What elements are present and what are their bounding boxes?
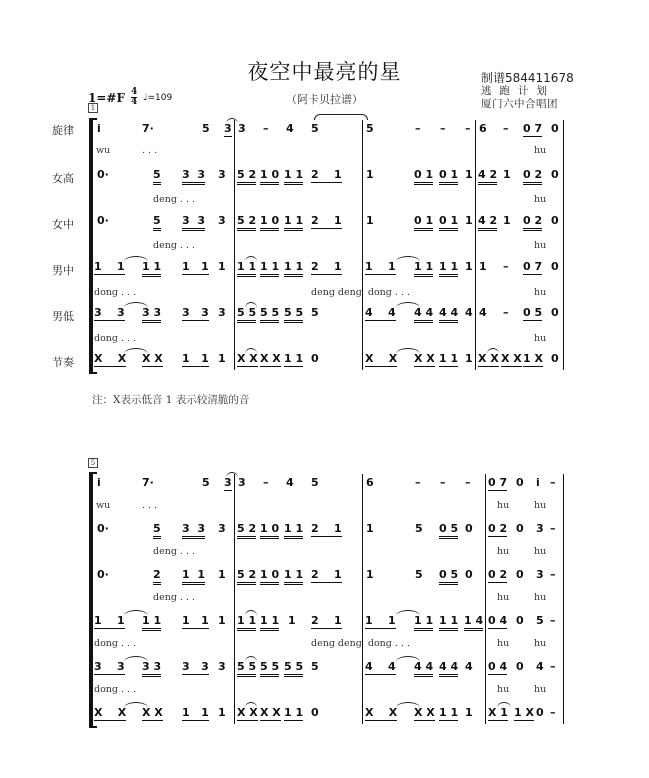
note: – (550, 706, 556, 719)
note: 2 1 (311, 260, 342, 273)
note: 2 1 (311, 168, 342, 181)
part-label-rhythm: 节奏 (52, 356, 74, 369)
note: 1 1 (284, 522, 303, 539)
note: 1 1 (284, 214, 303, 231)
tie (245, 256, 257, 262)
note: 0 2 (488, 522, 508, 535)
note: X X (501, 352, 522, 365)
note: 0 7 (523, 260, 543, 273)
note: 1 1 (260, 614, 279, 631)
tie (245, 656, 257, 662)
note: 5 5 (260, 306, 279, 323)
tie (124, 256, 148, 262)
note: 3 (218, 306, 226, 319)
note: 5 5 (237, 306, 256, 323)
note: 1 1 (284, 352, 304, 365)
tie (396, 256, 420, 262)
tempo-marking: ♩=109 (143, 92, 173, 103)
barline (563, 120, 564, 370)
note: 3 3 (94, 660, 125, 673)
note: 1 1 (142, 260, 161, 277)
note: – (550, 568, 556, 581)
note: 0 (465, 568, 473, 581)
lyric: hu (534, 240, 547, 251)
lyric: dong . . . (94, 638, 137, 649)
note: 0 1 (414, 168, 433, 185)
lyric: hu (534, 638, 547, 649)
note: 3 (536, 522, 544, 535)
note: 0 2 (488, 568, 508, 581)
lyric: deng . . . (153, 546, 196, 557)
note: 4 (465, 660, 473, 673)
note: 5 (415, 568, 423, 581)
note: 3 (536, 568, 544, 581)
note: 3 (218, 168, 226, 181)
note: 5 2 (237, 214, 256, 231)
part-label-tenor: 男中 (52, 264, 74, 277)
note: 5 (153, 522, 161, 539)
note: 7· (142, 476, 154, 489)
note: 1 (366, 214, 374, 227)
note: 5 2 (237, 522, 256, 539)
note: 3 (218, 660, 226, 673)
tie (226, 472, 238, 478)
lyric: hu (534, 287, 547, 298)
note: 0 7 (488, 476, 508, 489)
note: 0 4 (488, 614, 508, 627)
note: – (263, 476, 269, 489)
page-title: 夜空中最亮的星 (247, 60, 402, 84)
subtitle: （阿卡贝拉谱） (286, 93, 363, 106)
note: 1 0 (260, 522, 279, 539)
note: 5 (153, 168, 161, 185)
rehearsal-mark: 5 (88, 458, 98, 468)
note: 5 (202, 122, 210, 135)
note: 7· (142, 122, 154, 135)
lyric: dong . . . (94, 287, 137, 298)
note: 2 1 (311, 522, 342, 535)
tie (245, 610, 257, 616)
tie (396, 656, 420, 662)
lyric: deng . . . (153, 240, 196, 251)
tie (314, 114, 368, 120)
note: 1 (465, 214, 473, 227)
note: 0 2 (523, 214, 542, 231)
note: 1 (465, 168, 473, 181)
note: 3 3 (142, 660, 161, 677)
part-label-melody: 旋律 (52, 124, 74, 137)
credits (481, 72, 574, 111)
note: 6 (479, 122, 487, 135)
note: 1 1 (414, 614, 433, 631)
note: X X (142, 706, 163, 719)
lyric: hu (534, 592, 547, 603)
time-signature: $\frac{4}{4}$ (130, 87, 138, 107)
note: 0 (516, 476, 524, 489)
bracket-cap (89, 726, 97, 728)
note: 1 1 (414, 260, 433, 277)
tie (124, 348, 148, 354)
note: – (550, 614, 556, 627)
lyric: hu (534, 194, 547, 205)
credit-arranger: 制谱584411678 (481, 71, 574, 85)
note: 1 X (514, 706, 534, 719)
tie (124, 302, 148, 308)
note: 1 0 (260, 214, 279, 231)
note: 0 (551, 352, 559, 365)
note: 5 (366, 122, 374, 135)
note: X 1 (488, 706, 508, 719)
note: 1 1 (142, 614, 161, 631)
lyric: dong . . . (94, 333, 137, 344)
note: 1 (366, 522, 374, 535)
note: 0 (516, 568, 524, 581)
note: X X (94, 706, 127, 719)
note: 0 (551, 214, 559, 227)
note: 1 1 (365, 614, 396, 627)
note: 0· (97, 568, 109, 581)
lyric: hu (534, 145, 547, 156)
note: – (503, 306, 509, 319)
note: 4 (479, 306, 487, 319)
note: – (503, 122, 509, 135)
tie (396, 610, 420, 616)
note: 1 0 (260, 168, 279, 185)
note: 1 1 (284, 706, 304, 719)
note: 1 1 (284, 168, 303, 185)
note: 0 4 (488, 660, 508, 673)
key-label: 1=#F (88, 90, 125, 105)
note: 0 5 (439, 522, 458, 539)
note: i (536, 476, 540, 489)
note: – (440, 476, 446, 489)
barline (475, 120, 476, 370)
note: 3 (238, 122, 246, 135)
note: 3 3 (142, 306, 161, 323)
note: 4 2 (478, 214, 497, 231)
note: 2 (153, 568, 161, 585)
note: 3 3 (182, 214, 205, 231)
note: 1 1 (182, 260, 209, 273)
note: 1 1 (284, 568, 303, 585)
note: 5 (311, 122, 319, 135)
tie (124, 656, 148, 662)
note: – (415, 122, 421, 135)
note: 1 4 (464, 614, 483, 631)
bracket-cap (89, 372, 97, 374)
note: 0 1 (439, 214, 458, 231)
note: 1 1 (365, 260, 396, 273)
lyric: hu (534, 546, 547, 557)
lyric: hu (534, 684, 547, 695)
note: 0 7 (523, 122, 543, 135)
note: 1 (366, 568, 374, 581)
note: 1 0 (260, 568, 279, 585)
note: 1 1 (94, 614, 125, 627)
note: 5 (311, 476, 319, 489)
note: 1 (218, 706, 226, 719)
note: 6 (366, 476, 374, 489)
barline (234, 474, 235, 724)
system-bracket (89, 118, 93, 374)
note: 0· (97, 214, 109, 227)
note: 1 1 (439, 614, 458, 631)
barline (362, 120, 363, 370)
note: X X (365, 352, 398, 365)
tie (396, 302, 420, 308)
note: – (415, 476, 421, 489)
lyric: hu (534, 500, 547, 511)
note: 5 5 (260, 660, 279, 677)
note: – (503, 260, 509, 273)
note: – (550, 476, 556, 489)
note: 5 2 (237, 168, 256, 185)
lyric: hu (534, 333, 547, 344)
note: 3 3 (182, 306, 209, 319)
note: X X (478, 352, 499, 365)
tie (124, 702, 148, 708)
barline (563, 474, 564, 724)
note: 1 (479, 260, 487, 273)
tie (124, 610, 148, 616)
note: 4 (536, 660, 544, 673)
note: 0 (465, 522, 473, 535)
note: i (97, 476, 101, 489)
tie (487, 348, 499, 354)
note: 4 2 (478, 168, 497, 185)
note: 0 1 (439, 168, 458, 185)
note: 0 (536, 706, 544, 719)
note: 1 (465, 352, 473, 365)
note: 1 1 (439, 260, 458, 277)
note: 1 (366, 168, 374, 181)
tie (396, 348, 420, 354)
note: 1 (503, 168, 511, 181)
note: 4 (286, 476, 294, 489)
credit-choir: 厦门六中合唱团 (481, 98, 558, 110)
note: 0· (97, 168, 109, 181)
lyric: deng deng dong . . . (311, 287, 410, 298)
lyric: . . . (142, 500, 158, 511)
tie (245, 702, 257, 708)
note: 0 (516, 522, 524, 535)
note: 5 (536, 614, 544, 627)
note: 3 (224, 122, 232, 135)
note: X X (142, 352, 163, 365)
note: 1 1 (439, 352, 459, 365)
credit-band: 逃跑计划 (481, 85, 555, 97)
rehearsal-mark: 1 (88, 103, 98, 113)
note: 1 1 (182, 352, 209, 365)
bracket-cap (89, 472, 97, 474)
note: 1 1 (260, 260, 279, 277)
note: X X (414, 352, 435, 365)
note: 1 (218, 568, 226, 581)
note: 2 1 (311, 568, 342, 581)
lyric: hu (497, 684, 510, 695)
lyric: dong . . . (94, 684, 137, 695)
note: 3 (218, 214, 226, 227)
note: 4 4 (365, 306, 396, 319)
lyric: hu (497, 592, 510, 603)
part-label-bass: 男低 (52, 310, 74, 323)
note: 5 (311, 306, 319, 319)
note: 2 1 (311, 614, 342, 627)
note: 3 3 (94, 306, 125, 319)
note: 4 4 (414, 660, 433, 677)
note: 3 3 (182, 522, 205, 539)
tie (497, 702, 511, 708)
note: 3 (218, 522, 226, 535)
lyric: hu (497, 500, 510, 511)
note: 4 (465, 306, 473, 319)
lyric: deng . . . (153, 194, 196, 205)
note: 4 4 (365, 660, 396, 673)
note: 1 1 (237, 614, 256, 631)
lyric: wu (96, 500, 111, 511)
note: 0 5 (523, 306, 543, 319)
note: 1 1 (237, 260, 256, 277)
note: X X (260, 706, 281, 719)
note: X X (414, 706, 435, 719)
barline (234, 120, 235, 370)
note: 3 3 (182, 168, 205, 185)
note: 4 4 (439, 306, 458, 323)
note: 0 (551, 306, 559, 319)
note: 0 (551, 260, 559, 273)
note: 1 1 (439, 706, 459, 719)
note: X X (94, 352, 127, 365)
bracket-cap (89, 118, 97, 120)
note: 5 (153, 214, 161, 231)
note: 0 1 (414, 214, 433, 231)
system-bracket (89, 472, 93, 728)
lyric: deng deng dong . . . (311, 638, 410, 649)
note: 1 1 (182, 614, 209, 627)
note: 5 (311, 660, 319, 673)
note: 4 4 (414, 306, 433, 323)
note: 4 (286, 122, 294, 135)
note: 5 5 (284, 306, 303, 323)
note: 4 4 (439, 660, 458, 677)
note: 0 (516, 660, 524, 673)
note: – (550, 522, 556, 535)
note: – (465, 476, 471, 489)
note: 2 1 (311, 214, 342, 227)
note: 1 (218, 352, 226, 365)
note: 3 (224, 476, 232, 489)
note: 5 2 (237, 568, 256, 585)
note: 0 (551, 168, 559, 181)
note: i (97, 122, 101, 135)
note: 0 5 (439, 568, 458, 585)
note: 0 (311, 352, 319, 365)
note: 1 (465, 260, 473, 273)
note: 1 1 (284, 260, 303, 277)
note: 1 (218, 260, 226, 273)
note: 5 (415, 522, 423, 535)
tie (226, 118, 238, 124)
note: 1 (218, 614, 226, 627)
note: X X (365, 706, 398, 719)
barline (362, 474, 363, 724)
lyric: hu (497, 638, 510, 649)
lyric: wu (96, 145, 111, 156)
note: 1 X (523, 352, 543, 365)
note: 1 (503, 214, 511, 227)
footnote: 注：X表示低音 1 表示较清脆的音 (92, 394, 250, 406)
note: 3 (238, 476, 246, 489)
note: – (550, 660, 556, 673)
note: – (440, 122, 446, 135)
note: 1 1 (182, 568, 205, 585)
note: 3 3 (182, 660, 209, 673)
lyric: . . . (142, 145, 158, 156)
note: 0 (551, 122, 559, 135)
tie (245, 302, 257, 308)
lyric: deng . . . (153, 592, 196, 603)
note: 1 1 (94, 260, 125, 273)
note: 0 2 (523, 168, 542, 185)
note: 0· (97, 522, 109, 535)
note: 1 1 (182, 706, 209, 719)
note: 5 5 (284, 660, 303, 677)
note: 1 (288, 614, 296, 627)
tie (396, 702, 420, 708)
note: 0 (311, 706, 319, 719)
note: X X (237, 706, 258, 719)
note: X X (260, 352, 281, 365)
part-label-alto: 女中 (52, 218, 74, 231)
barline (485, 474, 486, 724)
note: 1 (465, 706, 473, 719)
note: X X (237, 352, 258, 365)
note: 0 (516, 614, 524, 627)
note: 5 5 (237, 660, 256, 677)
key-signature (88, 88, 172, 107)
note: 5 (202, 476, 210, 489)
note: – (263, 122, 269, 135)
tie (245, 348, 257, 354)
part-label-soprano: 女高 (52, 172, 74, 185)
lyric: hu (497, 546, 510, 557)
note: – (465, 122, 471, 135)
